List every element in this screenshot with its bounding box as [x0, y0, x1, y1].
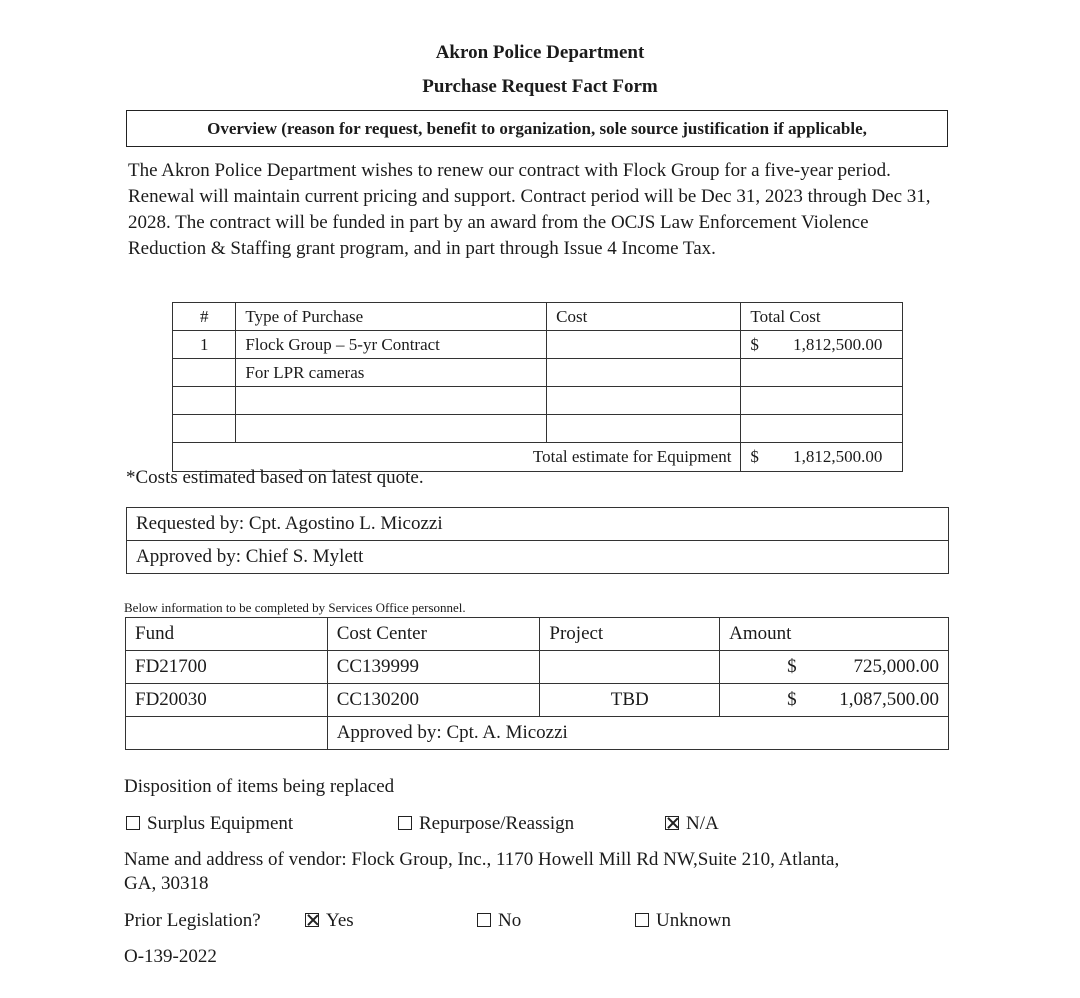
approvals-table — [126, 507, 949, 574]
header-cost: Cost — [547, 303, 741, 331]
fund-cell: FD21700 — [126, 651, 328, 684]
total-label: Total estimate for Equipment — [173, 443, 741, 472]
header-amount: Amount — [720, 618, 949, 651]
option-surplus[interactable] — [126, 813, 293, 835]
cost-center-cell: CC130200 — [327, 684, 540, 717]
row-cost — [547, 387, 741, 415]
header-cost-center: Cost Center — [327, 618, 540, 651]
row-number — [173, 359, 236, 387]
option-yes-label: Yes — [326, 910, 354, 931]
checkbox-empty-icon[interactable] — [398, 816, 412, 830]
purchase-table — [172, 302, 903, 472]
dollar-sign: $ — [750, 334, 759, 354]
overview-heading-box: Overview (reason for request, benefit to organization, sole source justification if applicable, — [126, 110, 948, 147]
row-number — [173, 415, 236, 443]
table-row — [173, 415, 903, 443]
form-title: Purchase Request Fact Form — [422, 76, 658, 97]
table-row — [173, 331, 903, 359]
cost-center-cell: CC139999 — [327, 651, 540, 684]
row-total — [741, 415, 903, 443]
purchase-table-header — [173, 303, 903, 331]
option-unknown[interactable] — [635, 910, 731, 932]
option-repurpose[interactable] — [398, 813, 574, 835]
option-unknown-label: Unknown — [656, 910, 731, 931]
row-number: 1 — [173, 331, 236, 359]
table-row — [126, 651, 949, 684]
empty-cell — [126, 717, 328, 750]
dollar-sign: $ — [787, 656, 797, 677]
services-approved-by: Approved by: Cpt. A. Micozzi — [327, 717, 948, 750]
amount-cell — [720, 651, 949, 684]
total-value: 1,812,500.00 — [793, 447, 883, 466]
total-value-cell — [741, 443, 903, 472]
dollar-sign: $ — [750, 447, 759, 466]
overview-text: The Akron Police Department wishes to renew our contract with Flock Group for a five-year period. Renewal will maintain current pricing and support. Contract period will be Dec 31, 2023 through Dec 31, 2028. The contract will be funded in part by an award from the OCJS Law Enforcement Violence Reduction & Staffing grant program, and in part through Issue 4 Income Tax. — [128, 160, 931, 259]
table-row — [173, 387, 903, 415]
row-type — [236, 415, 547, 443]
checkbox-empty-icon[interactable] — [126, 816, 140, 830]
row-type: For LPR cameras — [236, 359, 547, 387]
option-na-label: N/A — [686, 813, 719, 834]
services-table — [125, 617, 949, 750]
table-row — [126, 684, 949, 717]
requested-by: Requested by: Cpt. Agostino L. Micozzi — [127, 508, 949, 541]
row-type — [236, 387, 547, 415]
header-total-cost: Total Cost — [741, 303, 903, 331]
row-total — [741, 331, 903, 359]
checkbox-checked-icon[interactable] — [665, 816, 679, 830]
header-number: # — [173, 303, 236, 331]
project-cell: TBD — [540, 684, 720, 717]
option-na[interactable] — [665, 813, 719, 835]
vendor-line-2: GA, 30318 — [124, 873, 209, 894]
row-cost — [547, 415, 741, 443]
table-row — [173, 359, 903, 387]
vendor-line-1: Name and address of vendor: Flock Group, Inc., 1170 Howell Mill Rd NW,Suite 210, Atlanta, — [124, 849, 840, 870]
option-surplus-label: Surplus Equipment — [147, 813, 294, 834]
row-total — [741, 387, 903, 415]
checkbox-checked-icon[interactable] — [305, 913, 319, 927]
table-row — [126, 717, 949, 750]
disposition-label: Disposition of items being replaced — [124, 776, 395, 797]
project-cell — [540, 651, 720, 684]
amount-cell — [720, 684, 949, 717]
row-total — [741, 359, 903, 387]
option-no-label: No — [498, 910, 522, 931]
option-yes[interactable] — [305, 910, 354, 932]
prior-legislation-label: Prior Legislation? — [124, 910, 261, 931]
header-fund: Fund — [126, 618, 328, 651]
row-number — [173, 387, 236, 415]
checkbox-empty-icon[interactable] — [477, 913, 491, 927]
row-cost — [547, 359, 741, 387]
row-cost — [547, 331, 741, 359]
dollar-sign: $ — [787, 689, 797, 710]
row-total-value: 1,812,500.00 — [793, 334, 883, 354]
row-type: Flock Group – 5-yr Contract — [236, 331, 547, 359]
checkbox-empty-icon[interactable] — [635, 913, 649, 927]
approved-by: Approved by: Chief S. Mylett — [127, 541, 949, 574]
cost-note: *Costs estimated based on latest quote. — [126, 467, 424, 488]
services-note: Below information to be completed by Services Office personnel. — [124, 600, 466, 615]
department-name: Akron Police Department — [435, 42, 645, 63]
fund-cell: FD20030 — [126, 684, 328, 717]
header-type: Type of Purchase — [236, 303, 547, 331]
amount-value: 1,087,500.00 — [839, 689, 939, 710]
legislation-reference: O-139-2022 — [124, 946, 217, 967]
option-repurpose-label: Repurpose/Reassign — [419, 813, 575, 834]
option-no[interactable] — [477, 910, 521, 932]
services-header — [126, 618, 949, 651]
amount-value: 725,000.00 — [853, 656, 939, 677]
header-project: Project — [540, 618, 720, 651]
